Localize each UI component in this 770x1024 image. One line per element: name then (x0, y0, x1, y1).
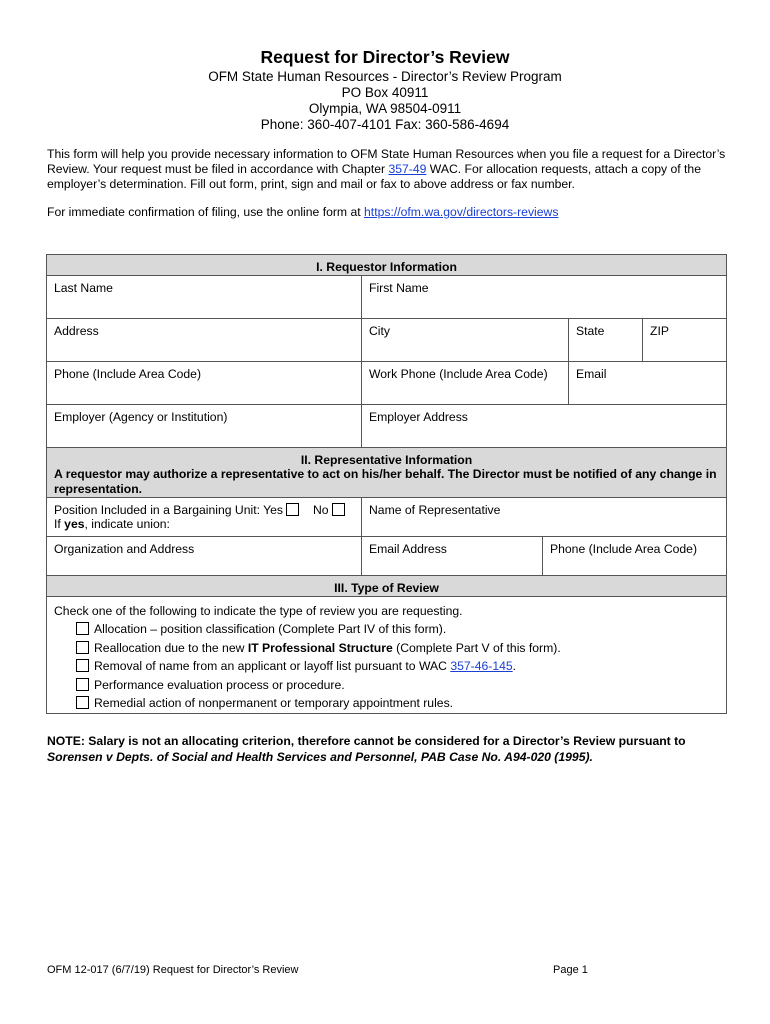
city-address: Olympia, WA 98504-0911 (308, 101, 462, 116)
online-form-link[interactable]: https://ofm.wa.gov/directors-reviews (364, 205, 559, 219)
removal-checkbox[interactable] (76, 659, 89, 672)
wac-link[interactable]: 357-46-145 (450, 659, 513, 673)
performance-label: Performance evaluation process or procedure. (94, 677, 345, 692)
phone-fax: Phone: 360-407-4101 Fax: 360-586-4694 (260, 117, 510, 132)
salary-note (47, 733, 737, 765)
po-box: PO Box 40911 (341, 85, 429, 100)
performance-checkbox[interactable] (76, 678, 89, 691)
intro-text-end: WAC. For allocation requests, attach a copy of the employer’s determination. Fill out form, print, sign and mail or fax to above address or fax number. (47, 162, 701, 191)
intro-text-start: This form will help you provide necessary information to OFM State Human Resources when you file a request for a Director’s Review. Your request must be filed in accordance with Chapter (47, 147, 726, 176)
reallocation-checkbox[interactable] (76, 641, 89, 654)
reallocation-label-end: (Complete Part V of this form). (392, 640, 561, 655)
review-type-options (47, 597, 727, 714)
form-title: Request for Director’s Review (260, 47, 510, 67)
phone-field[interactable]: Phone (Include Area Code) (47, 362, 362, 405)
first-name-field[interactable]: First Name (362, 276, 727, 319)
work-phone-field[interactable]: Work Phone (Include Area Code) (362, 362, 569, 405)
case-citation: Sorensen v Depts. of Social and Health Services and Personnel, PAB Case No. A94-020 (1995). (47, 750, 593, 764)
remedial-label: Remedial action of nonpermanent or temporary appointment rules. (94, 696, 454, 710)
option-allocation (76, 620, 719, 639)
employer-field[interactable]: Employer (Agency or Institution) (47, 405, 362, 448)
bargaining-no-checkbox[interactable] (332, 503, 345, 516)
salary-note-text: NOTE: Salary is not an allocating criterion, therefore cannot be considered for a Director’s Review pursuant to (47, 734, 686, 748)
option-performance (76, 676, 719, 695)
allocation-checkbox[interactable] (76, 622, 89, 635)
reallocation-label-start: Reallocation due to the new (94, 640, 248, 655)
organization-address-field[interactable]: Organization and Address (47, 537, 362, 576)
online-form-paragraph (47, 205, 727, 220)
rep-phone-field[interactable]: Phone (Include Area Code) (543, 537, 727, 576)
union-prefix: If (54, 517, 65, 531)
city-field[interactable]: City (362, 319, 569, 362)
review-instructions: Check one of the following to indicate the type of review you are requesting. (54, 604, 463, 618)
email-field[interactable]: Email (569, 362, 727, 405)
state-field[interactable]: State (569, 319, 643, 362)
remedial-checkbox[interactable] (76, 696, 89, 709)
representative-name-field[interactable]: Name of Representative (362, 498, 727, 537)
bargaining-no-label: No (312, 503, 329, 517)
footer-page-number: Page 1 (553, 964, 588, 976)
address-field[interactable]: Address (47, 319, 362, 362)
request-form-table (46, 254, 727, 714)
section-representative-header (47, 448, 727, 498)
section-review-header: III. Type of Review (47, 576, 727, 597)
union-yes-word: yes (64, 517, 85, 531)
option-remedial (76, 694, 719, 713)
rep-email-field[interactable]: Email Address (362, 537, 543, 576)
section-representative-title: II. Representative Information (300, 453, 473, 467)
intro-paragraph (47, 147, 727, 192)
section-representative-note: A requestor may authorize a representative to act on his/her behalf. The Director must be notified of any change in representation. (54, 467, 717, 496)
online-form-text: For immediate confirmation of filing, use the online form at (47, 205, 365, 219)
chapter-link[interactable]: 357-49 (388, 162, 427, 176)
bargaining-unit-label: Position Included in a Bargaining Unit: Yes (54, 503, 284, 517)
bargaining-unit-field (47, 498, 362, 537)
bargaining-yes-checkbox[interactable] (286, 503, 299, 516)
zip-field[interactable]: ZIP (643, 319, 727, 362)
option-reallocation (76, 639, 719, 658)
office-name: OFM State Human Resources - Director’s Review Program (208, 69, 562, 84)
union-label: , indicate union: (84, 517, 170, 531)
section-requestor-header: I. Requestor Information (47, 255, 727, 276)
removal-label: Removal of name from an applicant or layoff list pursuant to WAC (94, 659, 451, 673)
option-removal (76, 657, 719, 676)
allocation-label: Allocation – position classification (Complete Part IV of this form). (94, 622, 447, 636)
removal-period: . (512, 659, 517, 673)
employer-address-field[interactable]: Employer Address (362, 405, 727, 448)
last-name-field[interactable]: Last Name (47, 276, 362, 319)
it-structure-label: IT Professional Structure (247, 640, 393, 655)
footer-form-id: OFM 12-017 (6/7/19) Request for Director’s Review (47, 964, 299, 976)
